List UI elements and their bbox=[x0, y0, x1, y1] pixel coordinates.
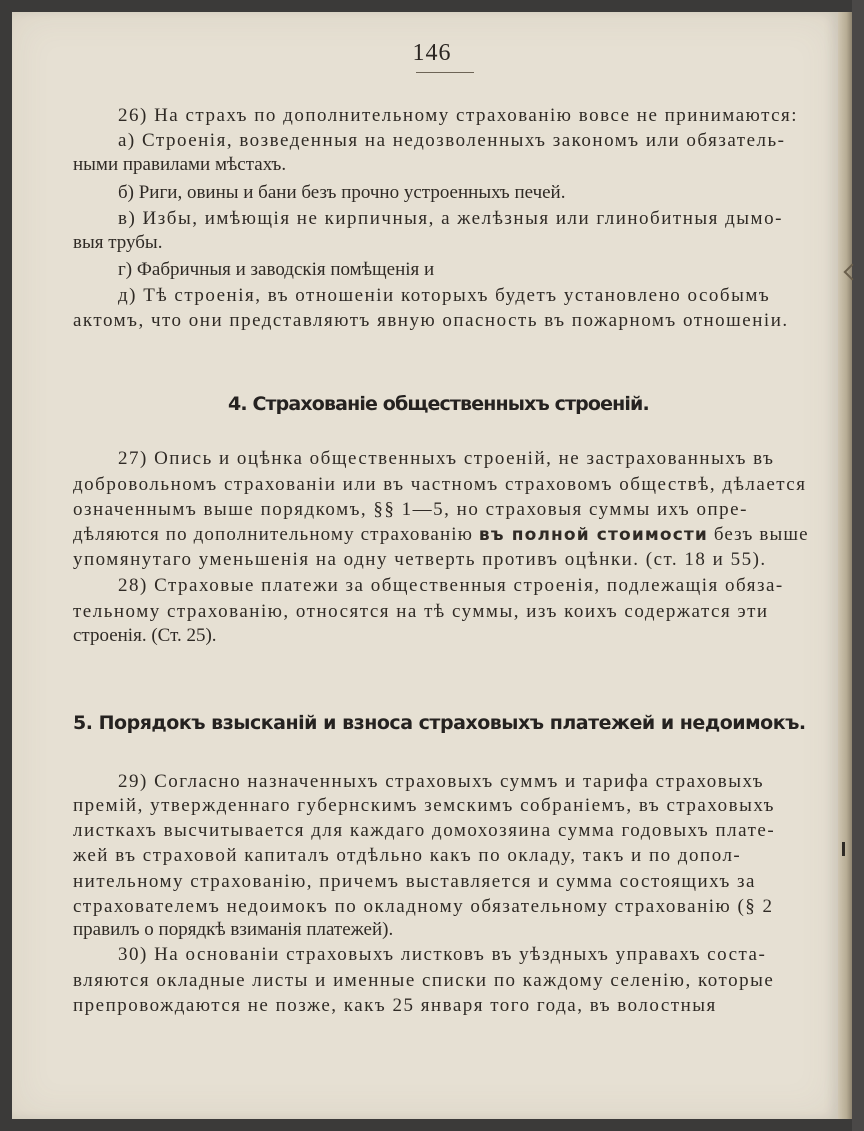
text-line: 28) Страховые платежи за общественныя строенія, подлежащія обяза- bbox=[118, 575, 784, 596]
text-line: ными правилами мѣстахъ. bbox=[73, 154, 287, 175]
text-line: правилъ о порядкѣ взиманія платежей). bbox=[73, 919, 394, 940]
text-line: упомянутаго уменьшенія на одну четверть противъ оцѣнки. (ст. 18 и 55). bbox=[73, 549, 767, 570]
text-line: препровождаются не позже, какъ 25 января того года, въ волостныя bbox=[73, 995, 717, 1016]
text-line: 30) На основаніи страховыхъ листковъ въ уѣздныхъ управахъ соста- bbox=[118, 944, 767, 965]
text-line: 27) Опись и оцѣнка общественныхъ строеній, не застрахованныхъ въ bbox=[118, 448, 775, 469]
text-line: означеннымъ выше порядкомъ, §§ 1—5, но страховыя суммы ихъ опре- bbox=[73, 499, 748, 520]
text-line: а) Строенія, возведенныя на недозволенныхъ закономъ или обязатель- bbox=[118, 130, 786, 151]
section-heading: 4. Страхованіе общественныхъ строеній. bbox=[228, 393, 649, 415]
text-line: строенія. (Ст. 25). bbox=[73, 625, 217, 646]
text-line: добровольномъ страхованіи или въ частномъ страховомъ обществѣ, дѣлается bbox=[73, 474, 807, 495]
text-line: г) Фабричныя и заводскія помѣщенія и bbox=[118, 259, 435, 280]
text-line: листкахъ высчитывается для каждаго домохозяина сумма годовыхъ плате- bbox=[73, 820, 776, 841]
text-line: б) Риги, овины и бани безъ прочно устроенныхъ печей. bbox=[118, 182, 566, 203]
text-line: вляются окладные листы и именные списки по каждому селенію, которые bbox=[73, 970, 775, 991]
text-line: в) Избы, имѣющія не кирпичныя, а желѣзныя или глинобитныя дымо- bbox=[118, 208, 783, 229]
text-line: премій, утвержденнаго губернскимъ земскимъ собраніемъ, въ страховыхъ bbox=[73, 795, 775, 816]
page-number-rule bbox=[416, 72, 474, 73]
text-line: 29) Согласно назначенныхъ страховыхъ суммъ и тарифа страховыхъ bbox=[118, 771, 765, 792]
text-span: безъ выше bbox=[707, 524, 809, 545]
text-line: тельному страхованію, относятся на тѣ суммы, изъ коихъ содержатся эти bbox=[73, 601, 769, 622]
text-line bbox=[73, 523, 809, 547]
page-edge-mark bbox=[842, 842, 845, 856]
page-edge bbox=[838, 12, 852, 1119]
text-line: нительному страхованію, причемъ выставляется и сумма состоящихъ за bbox=[73, 871, 756, 892]
text-line: д) Тѣ строенія, въ отношеніи которыхъ будетъ установлено особымъ bbox=[118, 285, 771, 306]
page-number: 146 bbox=[412, 40, 452, 66]
emphasis-text: въ полной стоимости bbox=[478, 525, 708, 545]
text-line: страхователемъ недоимокъ по окладному обязательному страхованію (§ 2 bbox=[73, 896, 774, 917]
text-span: дѣляются по дополнительному страхованію bbox=[73, 524, 479, 545]
scan-background bbox=[852, 0, 864, 1131]
section-heading: 5. Порядокъ взысканій и взноса страховыхъ платежей и недоимокъ. bbox=[73, 712, 806, 734]
text-line: выя трубы. bbox=[73, 232, 163, 253]
text-line: актомъ, что они представляютъ явную опасность въ пожарномъ отношеніи. bbox=[73, 310, 789, 331]
text-line: жей въ страховой капиталъ отдѣльно какъ по окладу, такъ и по допол- bbox=[73, 845, 742, 866]
text-line: 26) На страхъ по дополнительному страхованію вовсе не принимаются: bbox=[118, 105, 799, 126]
